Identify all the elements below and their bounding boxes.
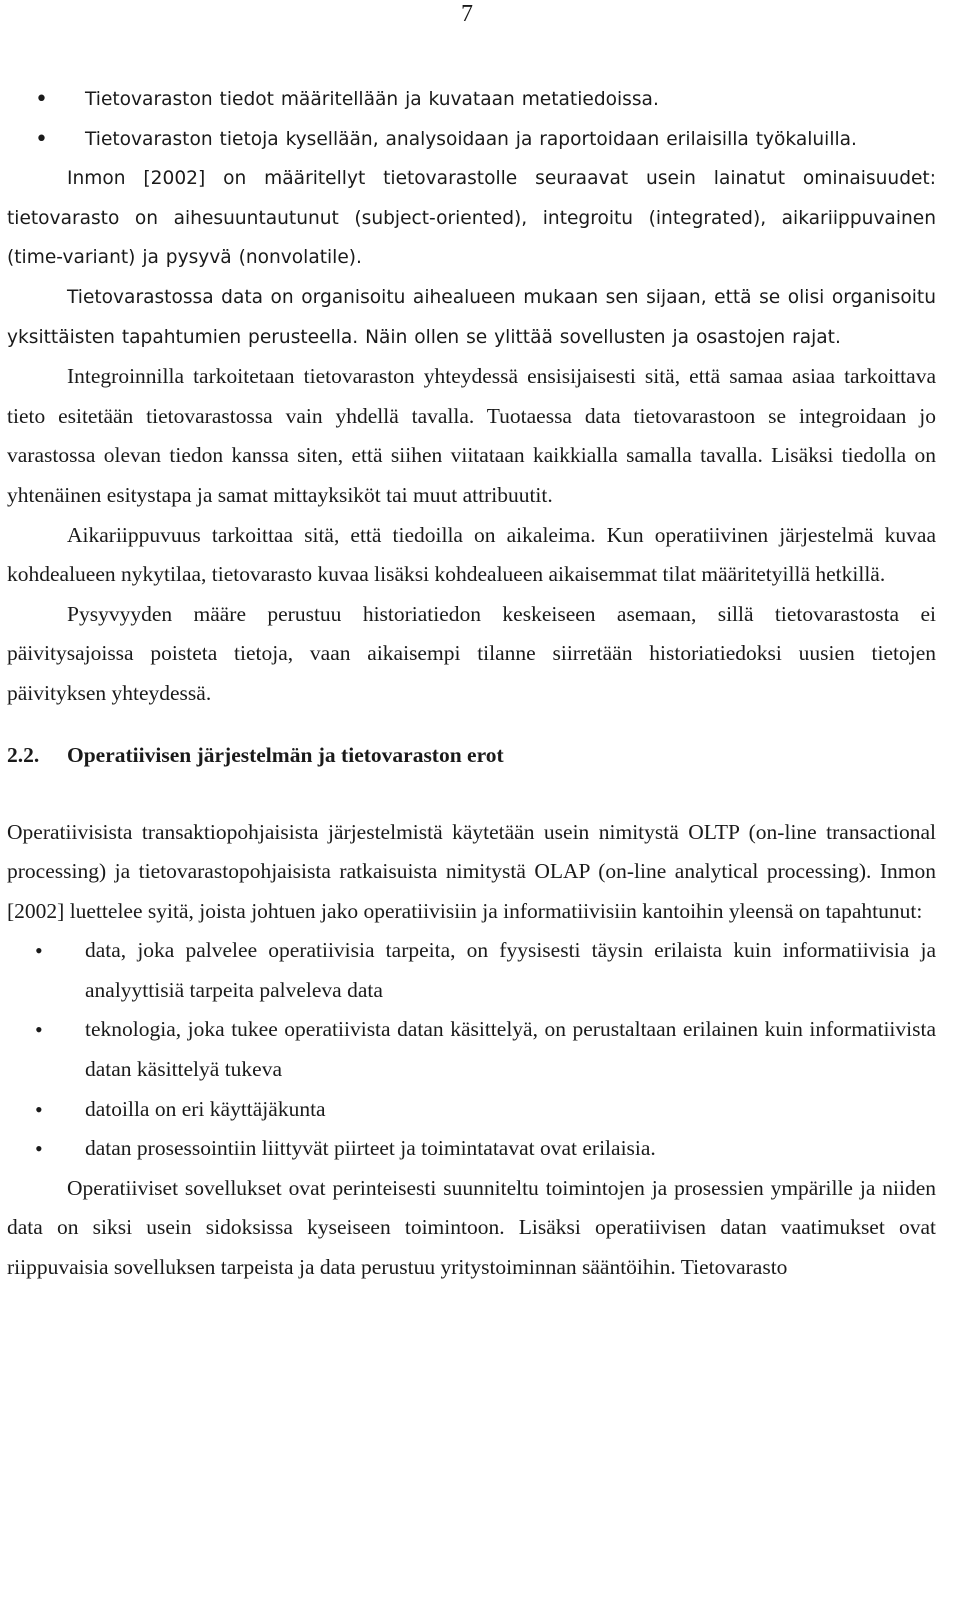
list-item-text: Tietovaraston tiedot määritellään ja kuvataan metatiedoissa. <box>85 89 659 110</box>
list-item <box>7 120 936 160</box>
bullet-icon: • <box>35 126 48 152</box>
list-item <box>7 80 936 120</box>
paragraph-oltp-olap: Operatiivisista transaktiopohjaisista järjestelmistä käytetään usein nimitystä OLTP (on-line transactional processing) ja tietovarastopohjaisista ratkaisuista nimitystä OLAP (on-line analytical processing). Inmon [2002] luettelee syitä, joista johtuen jako operatiivisiin ja informatiivisiin kantoihin yleensä on tapahtunut: <box>7 819 936 923</box>
bullet-icon: • <box>35 1136 43 1162</box>
paragraph-inmon-definition: Inmon [2002] on määritellyt tietovarastolle seuraavat usein lainatut ominaisuudet: tietovarasto on aihesuuntautunut (subject-oriented), integroitu (integrated), aikariippuvainen (time-variant) ja pysyvä (nonvolatile). <box>7 168 936 269</box>
list-item-text: datoilla on eri käyttäjäkunta <box>85 1096 326 1121</box>
list-item-text: teknologia, joka tukee operatiivista datan käsittelyä, on perustaltaan erilainen kuin informatiivista datan käsittelyä tukeva <box>85 1017 936 1082</box>
paragraph-integrated: Integroinnilla tarkoitetaan tietovaraston yhteydessä ensisijaisesti sitä, että samaa asiaa tarkoittava tieto esitetään tietovarastossa vain yhdellä tavalla. Tuotaessa data tietovarastoon se integroidaan jo varastossa olevan tiedon kanssa siten, että siihen viitataan kaikkialla samalla tavalla. Lisäksi tiedolla on yhtenäinen esitystapa ja samat mittayksiköt tai muut attribuutit. <box>7 364 936 507</box>
paragraph-operational-applications: Operatiiviset sovellukset ovat perinteisesti suunniteltu toimintojen ja prosessien ympärille ja niiden data on siksi usein sidoksissa kyseiseen toimintoon. Lisäksi operatiivisen datan vaatimukset ovat riippuvaisia sovelluksen tarpeista ja data perustuu yritystoiminnan sääntöihin. Tietovarasto <box>7 1175 936 1280</box>
paragraph-time-variant: Aikariippuvuus tarkoittaa sitä, että tiedoilla on aikaleima. Kun operatiivinen järjestelmä kuvaa kohdealueen nykytilaa, tietovarasto kuvaa lisäksi kohdealueen aikaisemmat tilat määritetyillä hetkillä. <box>7 522 936 587</box>
bullet-list-reasons <box>7 931 936 1169</box>
list-item <box>7 931 936 1010</box>
bullet-icon: • <box>35 87 48 112</box>
list-item-text: Tietovaraston tietoja kysellään, analysoidaan ja raportoidaan erilaisilla työkaluilla. <box>85 128 857 150</box>
list-item <box>7 1090 936 1130</box>
list-item-text: datan prosessointiin liittyvät piirteet ja toimintatavat ovat erilaisia. <box>85 1136 656 1161</box>
section-number: 2.2. <box>7 742 40 767</box>
list-item <box>7 1129 936 1169</box>
page-content <box>7 80 936 1288</box>
bullet-icon: • <box>35 938 43 964</box>
bullet-icon: • <box>35 1017 43 1043</box>
list-item-text: data, joka palvelee operatiivisia tarpeita, on fyysisesti täysin erilaista kuin informatiivisia ja analyyttisiä tarpeita palveleva data <box>85 938 936 1002</box>
bullet-list-metadata <box>7 80 936 159</box>
page-number: 7 <box>461 1 473 27</box>
section-title: Operatiivisen järjestelmän ja tietovaraston erot <box>67 742 504 767</box>
section-heading <box>7 735 936 775</box>
paragraph-subject-oriented: Tietovarastossa data on organisoitu aihealueen mukaan sen sijaan, että se olisi organisoitu yksittäisten tapahtumien perusteella. Näin ollen se ylittää sovellusten ja osastojen rajat. <box>7 286 936 348</box>
bullet-icon: • <box>35 1096 43 1122</box>
list-item <box>7 1010 936 1089</box>
paragraph-nonvolatile: Pysyvyyden määre perustuu historiatiedon keskeiseen asemaan, sillä tietovarastosta ei päivitysajoissa poisteta tietoja, vaan aikaisempi tilanne siirretään historiatiedoksi uusien tietojen päivityksen yhteydessä. <box>7 601 936 705</box>
